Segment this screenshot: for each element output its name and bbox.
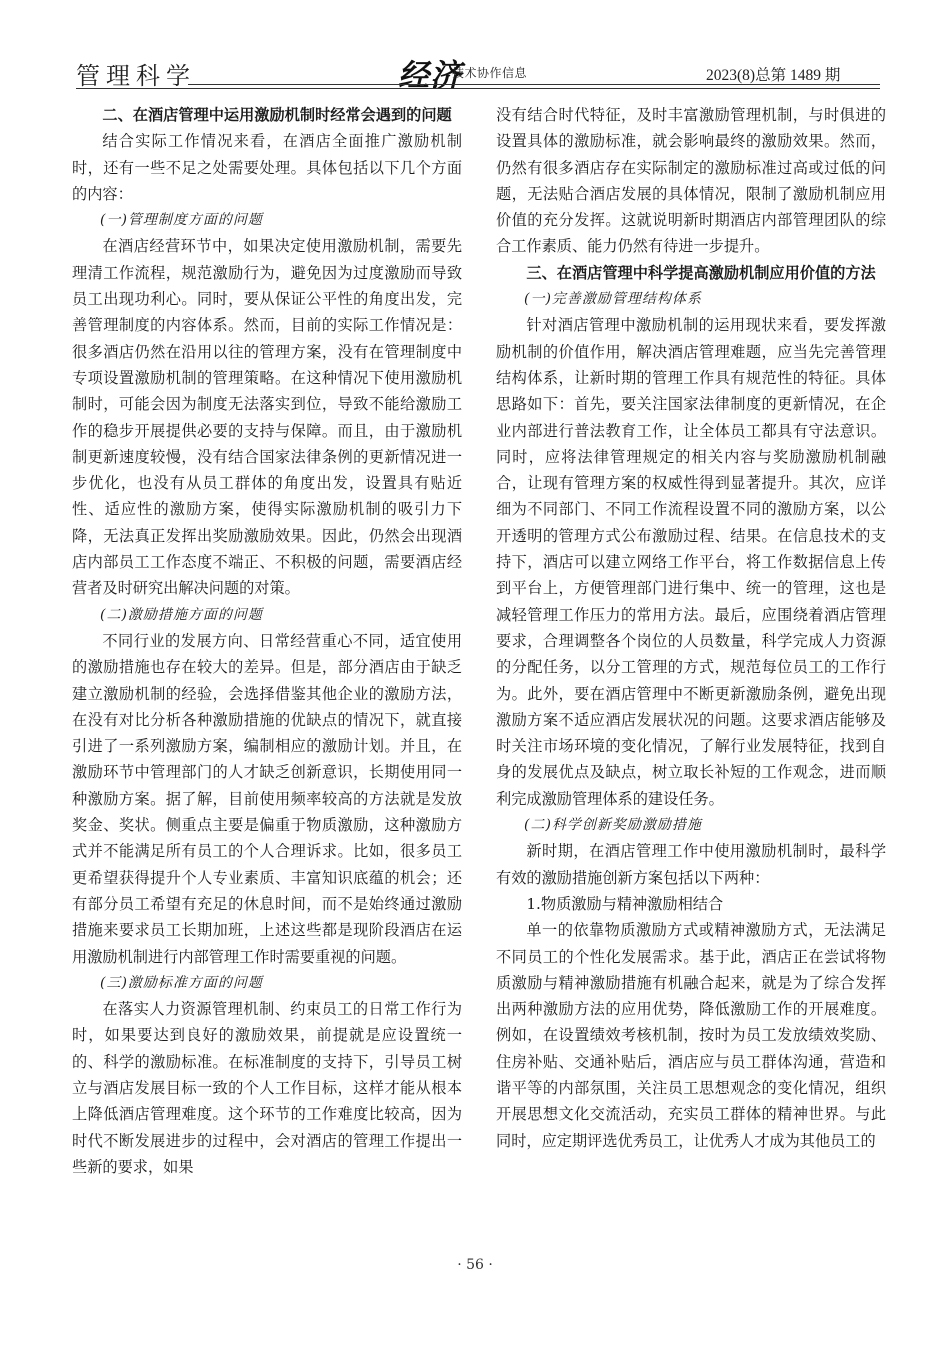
section-2-title: 二、在酒店管理中运用激励机制时经常会遇到的问题 [102, 106, 452, 124]
section-3-title: 三、在酒店管理中科学提高激励机制应用价值的方法 [526, 263, 876, 282]
header-rule-top [188, 84, 880, 85]
subsection-5-paragraph: 新时期，在酒店管理工作中使用激励机制时，最科学有效的激励措施创新方案包括以下两种： [496, 842, 886, 887]
subsection-1-title: (一)管理制度方面的问题 [100, 212, 263, 229]
subsection-2-title: (二)激励措施方面的问题 [100, 606, 263, 623]
subsection-4-title: (一)完善激励管理结构体系 [524, 291, 702, 308]
subsection-3-title: (三)激励标准方面的问题 [100, 974, 263, 991]
item-1-paragraph: 单一的依靠物质激励方式或精神激励方式，无法满足不同员工的个性化发展需求。基于此，酒店正在尝试将物质激励与精神激励措施有机融合起来，就是为了综合发挥出两种激励方法的应用优势，降低激励工作的开展难度。例如，在设置绩效考核机制，按时为员工发放绩效奖励、住房补贴、交通补贴后，酒店应与员工群体沟通，营造和谐平等的内部氛围，关注员工思想观念的变化情况，组织开展思想文化交流活动，充实员工群体的精神世界。与此同时，应定期评选优秀员工，让优秀人才成为其他员工的 [496, 921, 886, 1150]
item-1-title: 1.物质激励与精神激励相结合 [526, 894, 724, 913]
page-header [0, 0, 950, 100]
subsection-2-paragraph: 不同行业的发展方向、日常经营重心不同，适宜使用的激励措施也存在较大的差异。但是，部分酒店由于缺乏建立激励机制的经验，会选择借鉴其他企业的激励方法，在没有对比分析各种激励措施的优缺点的情况下，就直接引进了一系列激励方案，编制相应的激励计划。并且，在激励环节中管理部门的人才缺乏创新意识，长期使用同一种激励方案。据了解，目前使用频率较高的方法就是发放奖金、奖状。侧重点主要是偏重于物质激励，这种激励方式并不能满足所有员工的个人合理诉求。比如，很多员工更希望获得提升个人专业素质、丰富知识底蕴的机会；还有部分员工希望有充足的休息时间，而不是始终通过激励措施来要求员工长期加班，上述这些都是现阶段酒店在运用激励机制进行内部管理工作时需要重视的问题。 [72, 631, 462, 966]
journal-logo: 经济 [398, 58, 462, 94]
journal-subtitle: 技术协作信息 [452, 66, 528, 80]
subsection-3-continued: 没有结合时代特征，及时丰富激励管理机制，与时俱进的设置具体的激励标准，就会影响最终的激励效果。然而，仍然有很多酒店存在实际制定的激励标准过高或过低的问题，无法贴合酒店发展的具体情况，限制了激励机制应用价值的充分发挥。这就说明新时期酒店内部管理团队的综合工作素质、能力仍然有待进一步提升。 [496, 106, 886, 256]
right-column [496, 102, 886, 1154]
subsection-5-title: (二)科学创新奖励激励措施 [524, 817, 702, 834]
header-rule-bottom [76, 88, 880, 89]
page-number: · 56 · [457, 1257, 493, 1273]
journal-section: 管理科学 [76, 62, 196, 90]
issue-info: 2023(8)总第 1489 期 [706, 67, 841, 84]
subsection-3-paragraph: 在落实人力资源管理机制、约束员工的日常工作行为时，如果要达到良好的激励效果，前提就是应设置统一的、科学的激励标准。在标准制度的支持下，引导员工树立与酒店发展目标一致的个人工作目标，这样才能从根本上降低酒店管理难度。这个环节的工作难度比较高，因为时代不断发展进步的过程中，会对酒店的管理工作提出一些新的要求，如果 [72, 1000, 462, 1176]
section-2-intro: 结合实际工作情况来看，在酒店全面推广激励机制时，还有一些不足之处需要处理。具体包括以下几个方面的内容： [72, 132, 462, 203]
subsection-4-paragraph: 针对酒店管理中激励机制的运用现状来看，要发挥激励机制的价值作用，解决酒店管理难题，应当先完善管理结构体系，让新时期的管理工作具有规范性的特征。具体思路如下：首先，要关注国家法律制度的更新情况，在企业内部进行普法教育工作，让全体员工都具有守法意识。同时，应将法律管理规定的相关内容与奖励激励机制融合，让现有管理方案的权威性得到显著提升。其次，应详细为不同部门、不同工作流程设置不同的激励方案，以公开透明的管理方式公布激励过程、结果。在信息技术的支持下，酒店可以建立网络工作平台，将工作数据信息上传到平台上，方便管理部门进行集中、统一的管理，这也是减轻管理工作压力的常用方法。最后，应围绕着酒店管理要求，合理调整各个岗位的人员数量，科学完成人力资源的分配任务，以分工管理的方式，规范每位员工的工作行为。此外，要在酒店管理中不断更新激励条例，避免出现激励方案不适应酒店发展状况的问题。这要求酒店能够及时关注市场环境的变化情况，了解行业发展特征，找到自身的发展优点及缺点，树立取长补短的工作观念，进而顺利完成激励管理体系的建设任务。 [496, 316, 886, 808]
subsection-1-paragraph: 在酒店经营环节中，如果决定使用激励机制，需要先理清工作流程，规范激励行为，避免因为过度激励而导致员工出现功利心。同时，要从保证公平性的角度出发，完善管理制度的内容体系。然而，目前的实际工作情况是：很多酒店仍然在沿用以往的管理方案，没有在管理制度中专项设置激励机制的管理策略。在这种情况下使用激励机制时，可能会因为制度无法落实到位，导致不能给激励工作的稳步开展提供必要的支持与保障。而且，由于激励机制更新速度较慢，没有结合国家法律条例的更新情况进一步优化，也没有从员工群体的角度出发，设置具有贴近性、适应性的激励方案，使得实际激励机制的吸引力下降，无法真正发挥出奖励激励效果。因此，仍然会出现酒店内部员工工作态度不端正、不积极的问题，需要酒店经营者及时研究出解决问题的对策。 [72, 237, 462, 598]
left-column [72, 102, 462, 1180]
